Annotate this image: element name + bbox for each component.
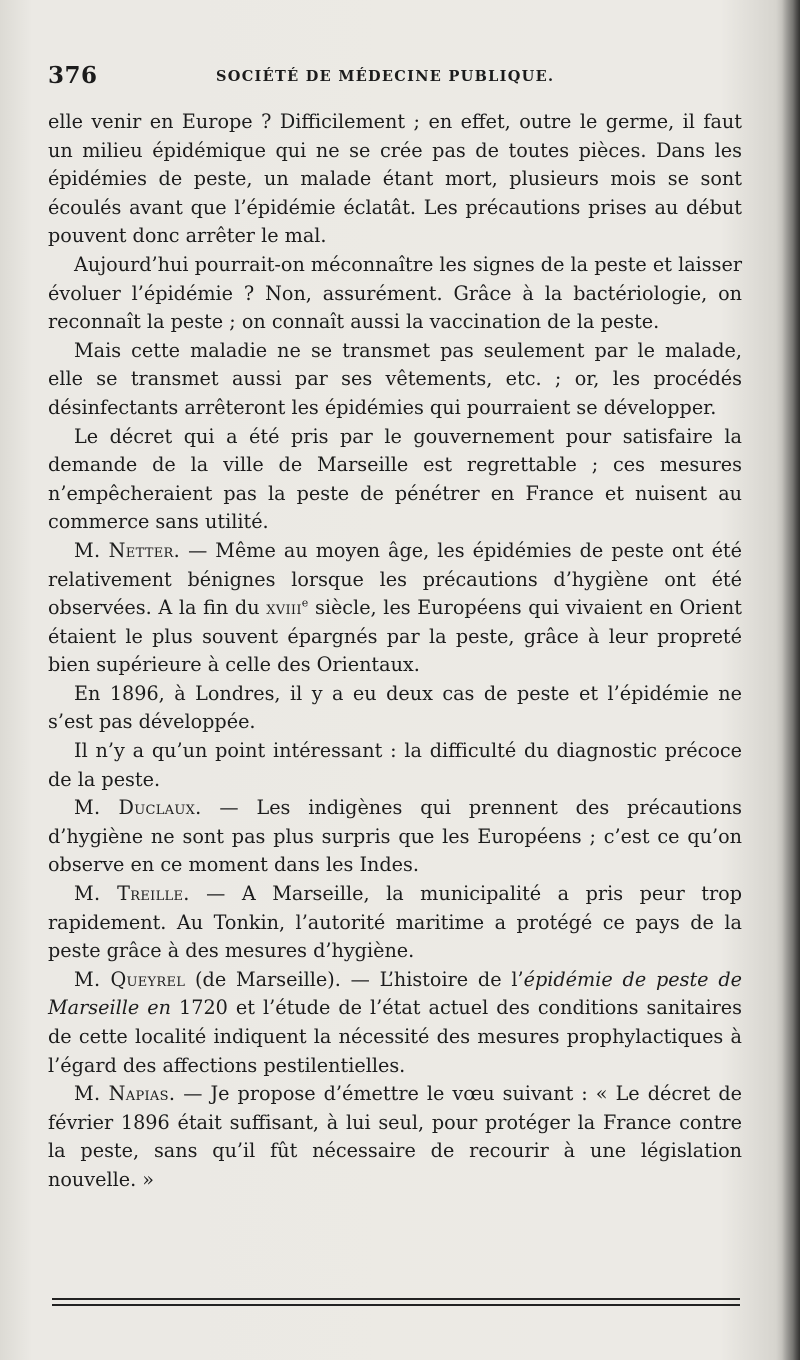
paragraph-netter xyxy=(48,537,742,680)
section-divider-line xyxy=(52,1298,740,1300)
speaker-name: M. Treille. xyxy=(74,882,190,906)
century-superscript: e xyxy=(301,596,309,610)
paragraph-text: (de Marseille). — L’histoire de l’ xyxy=(185,967,524,991)
paragraph-text: — A Marseille, la municipalité a pris peur trop rapidement. Au Tonkin, l’autorité maritime a protégé ce pays de la peste grâce à des mesures d’hygiène. xyxy=(48,882,742,963)
paragraph-text: — Je propose d’émettre le vœu suivant : « Le décret de février 1896 était suffisant, à lui seul, pour protéger la France contre la peste, sans qu’il fût nécessaire de recourir à une législation nouvelle. » xyxy=(48,1082,742,1191)
paragraph-treille xyxy=(48,880,742,966)
paragraph-text-after: 1720 et l’étude de l’état actuel des conditions sanitaires de cette localité indiquent la nécessité des mesures prophylactiques à l’égard des affections pestilentielles. xyxy=(48,996,742,1077)
paragraph-text: — Même au moyen âge, les épidémies de peste ont été relativement bénignes lorsque les précautions d’hygiène ont été observées. A la fin du xyxy=(48,538,742,620)
paragraph-7 xyxy=(48,737,742,794)
paragraph-text: Le décret qui a été pris par le gouvernement pour satisfaire la demande de la ville de Marseille est regrettable ; ces mesures n’empêcheraient pas la peste de pénétrer en France et nuisent au commerce sans utilité. xyxy=(48,424,742,534)
paragraph-text: — Les indigènes qui prennent des précautions d’hygiène ne sont pas plus surpris que les Européens ; c’est ce qu’on observe en ce moment dans les Indes. xyxy=(48,796,742,877)
speaker-name: M. Duclaux. xyxy=(74,796,202,820)
page-number: 376 xyxy=(48,62,98,89)
paragraph-text: Il n’y a qu’un point intéressant : la difficulté du diagnostic précoce de la peste. xyxy=(48,739,742,791)
paragraph-queyrel xyxy=(48,966,742,1080)
speaker-name: M. Queyrel xyxy=(74,967,186,991)
paragraph-text: En 1896, à Londres, il y a eu deux cas de peste et l’épidémie ne s’est pas développée. xyxy=(48,681,742,734)
paragraph-text: Mais cette maladie ne se transmet pas seulement par le malade, elle se transmet aussi par ses vêtements, etc. ; or, les procédés désinfectants arrêteront les épidémies qui pourraient se développer. xyxy=(48,338,742,419)
speaker-name: M. Netter. xyxy=(74,538,181,562)
paragraph-2 xyxy=(48,251,742,337)
paragraph-text: Aujourd’hui pourrait-on méconnaître les signes de la peste et laisser évoluer l’épidémie ? Non, assurément. Grâce à la bactériologie, on reconnaît la peste ; on connaît aussi la vaccination de la peste. xyxy=(48,252,742,334)
section-divider-line xyxy=(52,1304,740,1306)
speaker-name: M. Napias. xyxy=(74,1082,176,1106)
paragraph-text-after: siècle, les Européens qui vivaient en Orient étaient le plus souvent épargnés par la peste, grâce à leur propreté bien supérieure à celle des Orientaux. xyxy=(48,596,742,677)
page-body xyxy=(48,108,742,1195)
page-header xyxy=(48,62,758,96)
paragraph-6 xyxy=(48,680,742,737)
running-title: SOCIÉTÉ DE MÉDECINE PUBLIQUE. xyxy=(216,68,555,85)
paragraph-duclaux xyxy=(48,794,742,880)
paragraph-text: elle venir en Europe ? Difficilement ; en effet, outre le germe, il faut un milieu épidémique qui ne se crée pas de toutes pièces. Dans les épidémies de peste, un malade étant mort, plusieurs mois se sont écoulés avant que l’épidémie éclatât. Les précautions prises au début pouvent donc arrêter le mal. xyxy=(48,110,742,248)
paragraph-3 xyxy=(48,337,742,423)
century-numeral: xviii xyxy=(266,596,302,620)
paragraph-napias xyxy=(48,1080,742,1194)
italic-title: épidémie de peste de Marseille en xyxy=(48,967,742,1020)
paragraph-1 xyxy=(48,108,742,251)
paragraph-4 xyxy=(48,423,742,537)
page-spine-shadow xyxy=(782,0,800,1360)
